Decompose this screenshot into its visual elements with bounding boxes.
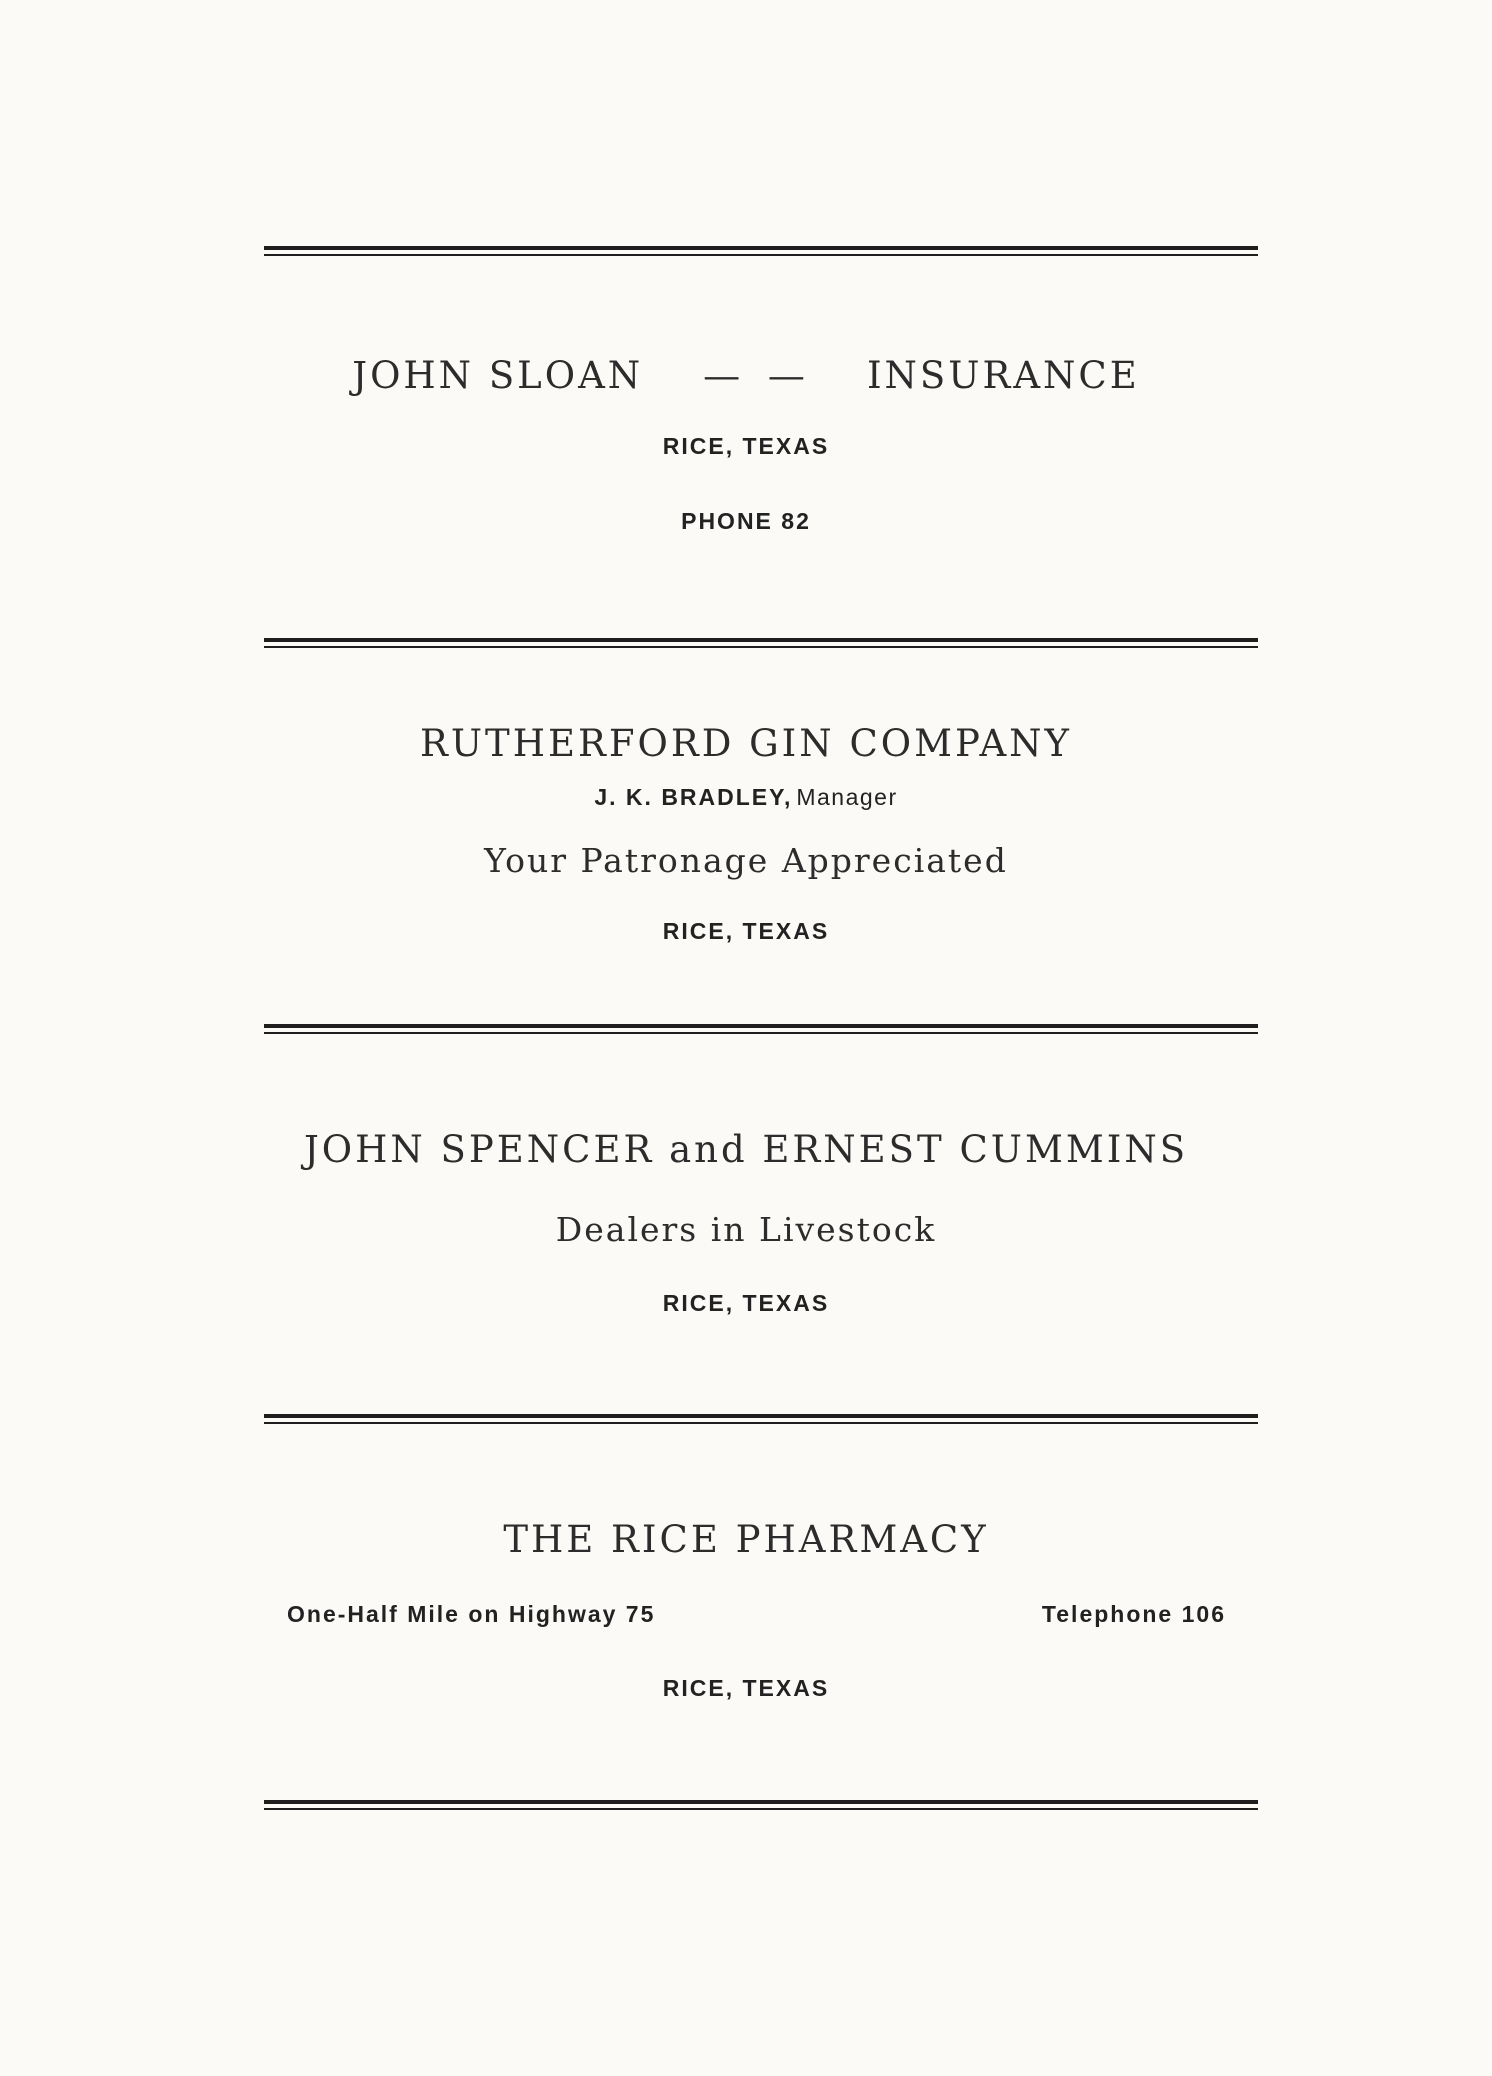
business-name-part2: ERNEST CUMMINS — [762, 1128, 1189, 1171]
double-rule-divider — [264, 1414, 1258, 1425]
ad-title — [0, 1128, 1492, 1171]
ad-address: One-Half Mile on Highway 75 — [287, 1601, 656, 1627]
ad-location: RICE, TEXAS — [662, 1675, 830, 1701]
ad-title: RUTHERFORD GIN COMPANY — [419, 722, 1072, 765]
ad-tagline: Dealers in Livestock — [555, 1210, 937, 1249]
ad-phone: PHONE 82 — [681, 508, 811, 534]
business-name: JOHN SLOAN — [352, 354, 644, 397]
ad-phone: Telephone 106 — [1041, 1601, 1226, 1627]
ad-tagline: Your Patronage Appreciated — [484, 841, 1008, 880]
ad-location: RICE, TEXAS — [662, 433, 830, 459]
manager-name: J. K. BRADLEY, — [594, 784, 793, 810]
ad-manager — [0, 784, 1492, 811]
manager-title: Manager — [796, 784, 898, 810]
double-rule-divider — [264, 638, 1258, 649]
ad-title: THE RICE PHARMACY — [503, 1518, 989, 1561]
service-label: INSURANCE — [866, 354, 1140, 397]
ad-location: RICE, TEXAS — [662, 1290, 830, 1316]
ad-location: RICE, TEXAS — [662, 918, 830, 944]
double-rule-divider — [264, 1024, 1258, 1035]
conjunction: and — [669, 1128, 748, 1171]
double-rule-divider — [264, 1800, 1258, 1811]
ad-title — [0, 354, 1492, 397]
business-name-part1: JOHN SPENCER — [303, 1128, 655, 1171]
separator: — — — [703, 354, 813, 397]
double-rule-divider — [264, 246, 1258, 257]
